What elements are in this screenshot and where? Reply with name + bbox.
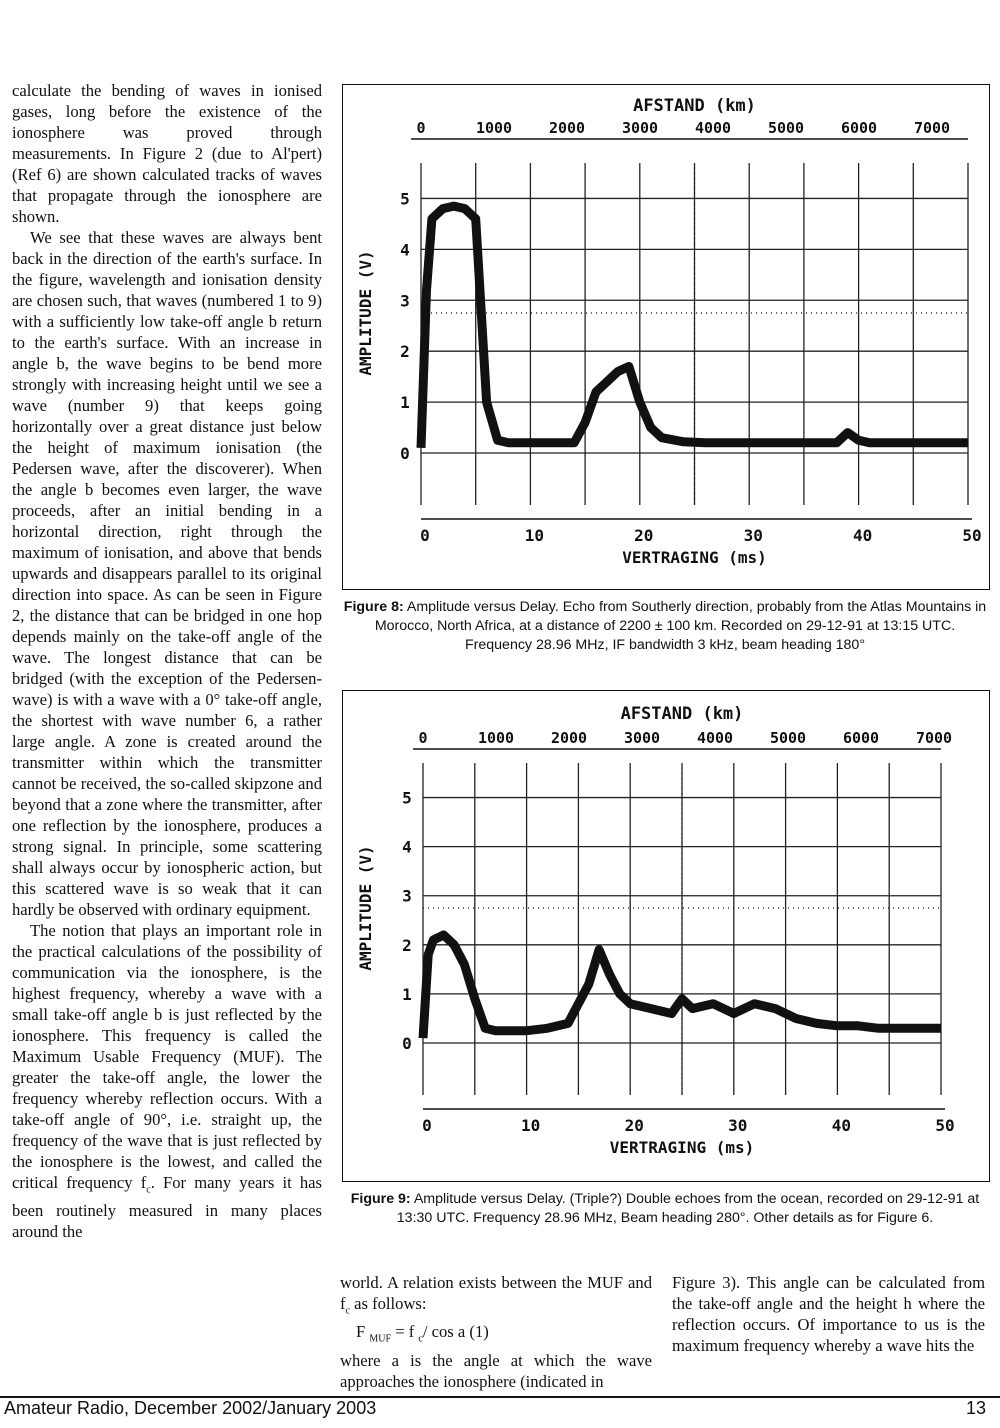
y-tick-label: 0 <box>400 444 410 463</box>
top-tick-label: 6000 <box>842 729 880 747</box>
x-tick-label: 30 <box>728 1116 748 1135</box>
x-tick-label: 10 <box>520 1116 541 1135</box>
paragraph: Figure 3). This angle can be calculated from the take-off angle and the height h where the reflection occurs. Of importance to us is the maximum frequency whereby a wave hits the <box>672 1273 985 1355</box>
chart-title: AFSTAND (km) <box>633 96 756 116</box>
y-tick-label: 1 <box>402 984 412 1004</box>
top-tick-label: 3000 <box>621 119 659 137</box>
y-tick-label: 3 <box>400 291 410 311</box>
figure-8-caption: Figure 8: Amplitude versus Delay. Echo from Southerly direction, probably from the Atlas Mountains in Morocco, North Africa, at a distance of 2200 ± 100 km. Recorded on 29-12-91 at 13:15 UTC. Frequency 28.96 MHz, IF bandwidth 3 kHz, beam heading 180° <box>343 599 987 653</box>
paragraph: We see that these waves are always bent back in the direction of the earth's surface. In the figure, wavelength and ionisation density are chosen such, that waves (numbered 1 to 9) with a sufficiently low take-off angle b return to the earth's surface. With an increase in angle b, the wave begins to be bend more strongly with increasing height until we see a wave (number 9) that keeps going horizontally over a great distance just below the height of maximum ionisation (the Pedersen wave, after the discoverer). When the angle b becomes even larger, the wave proceeds, after an initial bending in a horizontal direction, right through the maximum of ionisation, and above that bends upwards and disappears parallel to its original direction into space. As can be seen in Figure 2, the distance that can be bridged in one hop depends mainly on the take-off angle of the wave. The longest distance that can be bridged (with the exception of the Pedersen-wave) is with a wave with a 0° take-off angle, the shortest with wave number 6, a rather large angle. A zone is created around the transmitter within which the transmitter cannot be received, the so-called skipzone and beyond that a zone where the transmitter, after one reflection by the ionosphere, produces a strong signal. In principle, some scattering shall always occur by ionospheric action, but this scattered wave is so weak that it can hardly be observed with ordinary equipment. <box>12 228 322 919</box>
top-tick-label: 2000 <box>548 119 586 137</box>
top-tick-label: 2000 <box>550 729 588 747</box>
top-tick-label: 1000 <box>477 729 515 747</box>
paragraph: calculate the bending of waves in ionised gases, long before the existence of the ionosphere was proved through measurements. In Figure 2 (due to Al'pert) (Ref 6) are shown calculated tracks of waves that propagate through the ionosphere are shown. <box>12 81 322 226</box>
y-tick-label: 1 <box>400 393 410 413</box>
y-tick-label: 2 <box>402 935 412 955</box>
y-tick-label: 2 <box>400 342 410 362</box>
figure-9-caption: Figure 9: Amplitude versus Delay. (Triple?) Double echoes from the ocean, recorded on 29-12-91 at 13:30 UTC. Frequency 28.96 MHz, Beam heading 280°. Other details as for Figure 6. <box>350 1191 980 1226</box>
y-axis-label: AMPLITUDE (V) <box>356 845 375 971</box>
y-tick-label: 4 <box>400 240 410 260</box>
y-tick-label: 0 <box>402 1034 412 1053</box>
top-tick-label: 1000 <box>475 119 513 137</box>
y-tick-label: 4 <box>402 837 412 857</box>
chart-svg <box>343 691 989 1181</box>
top-tick-label: 7000 <box>915 729 953 747</box>
y-axis-label: AMPLITUDE (V) <box>356 250 375 376</box>
x-tick-label: 20 <box>634 526 654 545</box>
x-tick-label: 10 <box>524 526 545 545</box>
chart-title: AFSTAND (km) <box>620 704 744 724</box>
top-tick-label: 4000 <box>696 729 734 747</box>
x-axis-label: VERTRAGING (ms) <box>622 548 767 567</box>
figure-9-chart <box>342 690 990 1182</box>
page-number: 13 <box>965 1398 986 1418</box>
top-tick-label: 3000 <box>623 729 661 747</box>
paragraph: where a is the angle at which the wave approaches the ionosphere (indicated in <box>340 1350 652 1391</box>
x-axis-label: VERTRAGING (ms) <box>609 1138 755 1157</box>
top-tick-label: 0 <box>418 729 428 747</box>
bottom-right-column <box>672 1272 985 1356</box>
top-tick-label: 0 <box>416 119 426 137</box>
top-tick-label: 7000 <box>913 119 951 137</box>
paragraph: The notion that plays an important role in the practical calculations of the possibility of communication via the ionosphere, is the highest frequency, whereby a wave with a small take-off angle b is just reflected by the ionosphere. This frequency is called the Maximum Usable Frequency (MUF). The greater the take-off angle, the lower the frequency whereby reflection occurs. With a take-off angle of 90°, i.e. straight up, the frequency of the wave that is just reflected by the ionosphere is the lowest, and called the critical frequency $f_c$. For many years it has been routinely measured in many places around the <box>12 921 322 1242</box>
x-tick-label: 20 <box>624 1116 644 1135</box>
chart-svg <box>343 85 989 589</box>
bottom-middle-column <box>340 1272 652 1392</box>
figure-8-chart <box>342 84 990 590</box>
footer-publication: Amateur Radio, December 2002/January 2003 <box>4 1398 377 1418</box>
x-tick-label: 50 <box>962 526 982 545</box>
y-tick-label: 5 <box>400 189 410 209</box>
x-tick-label: 40 <box>852 526 873 545</box>
x-tick-label: 30 <box>743 526 763 545</box>
y-tick-label: 5 <box>402 788 412 808</box>
x-tick-label: 40 <box>831 1116 852 1135</box>
x-tick-label: 0 <box>420 526 430 545</box>
left-column <box>12 80 322 1242</box>
x-tick-label: 0 <box>422 1116 432 1135</box>
top-tick-label: 5000 <box>767 119 805 137</box>
x-tick-label: 50 <box>935 1116 955 1135</box>
y-tick-label: 3 <box>402 886 412 906</box>
top-tick-label: 4000 <box>694 119 732 137</box>
top-tick-label: 5000 <box>769 729 807 747</box>
top-tick-label: 6000 <box>840 119 878 137</box>
formula: F $_{MUF}$ = f $_c$/ cos a (1) <box>356 1322 489 1345</box>
paragraph: world. A relation exists between the MUF and $f_c$ as follows: <box>340 1273 652 1317</box>
